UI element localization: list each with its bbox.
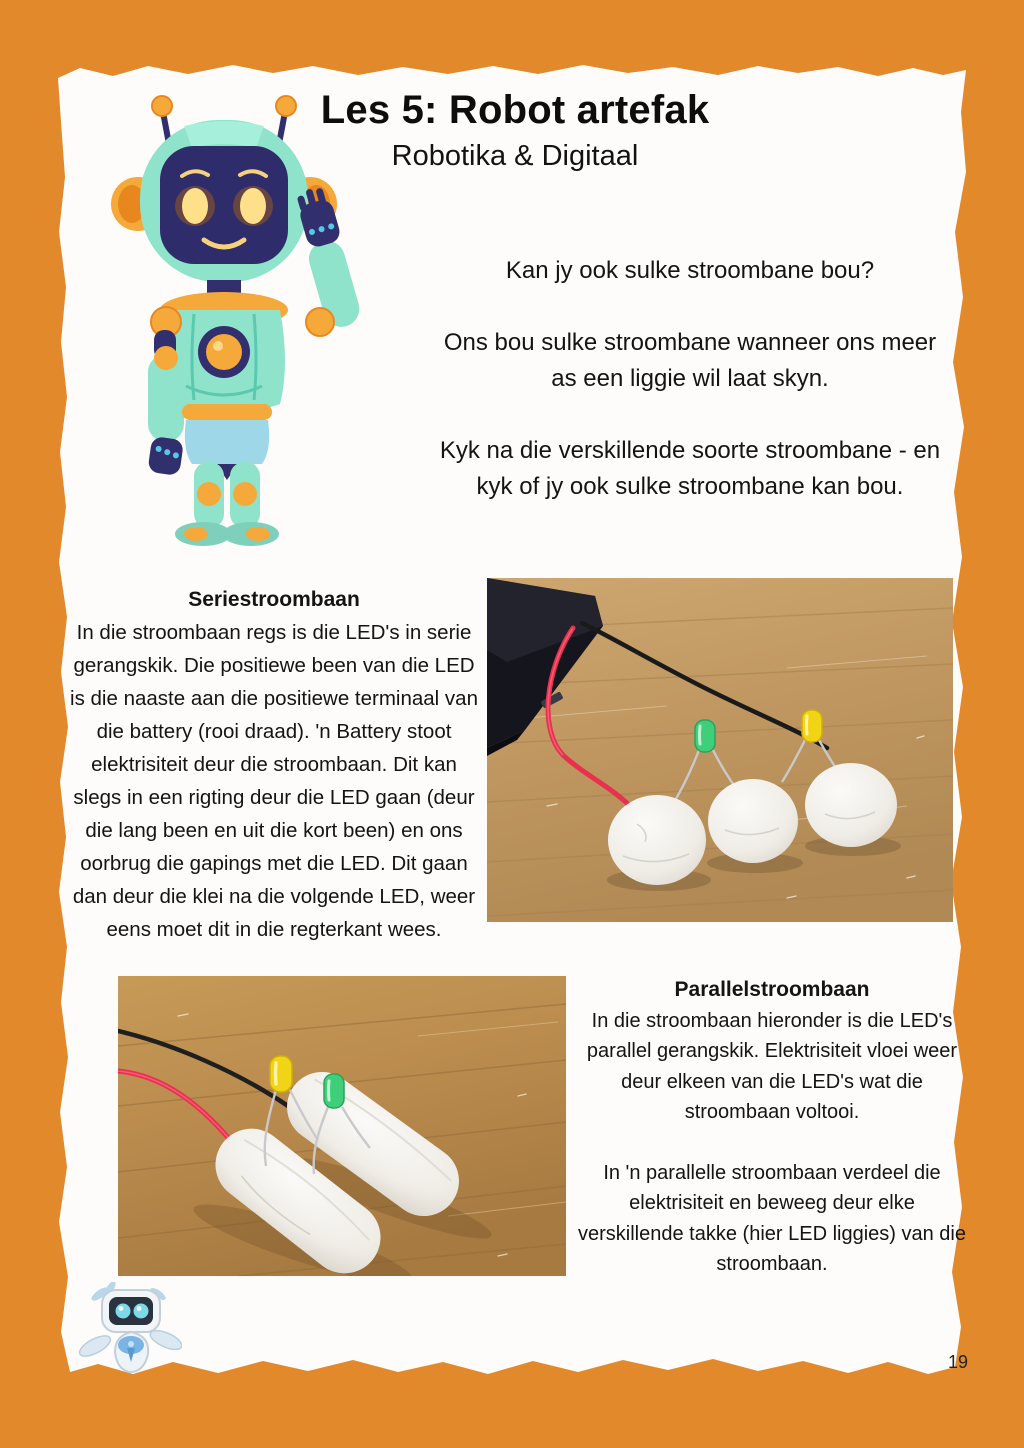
series-circuit-photo — [487, 578, 953, 922]
parallel-heading: Parallelstroombaan — [674, 978, 870, 1001]
page-subtitle: Robotika & Digitaal — [391, 140, 639, 172]
intro-paragraph-1: Ons bou sulke stroombane wanneer ons meer as een liggie wil laat skyn. — [443, 329, 937, 392]
intro-text — [432, 253, 948, 505]
parallel-body-1: In die stroombaan hieronder is die LED's parallel gerangskik. Elektrisiteit vloei weer deur elkeen van die LED's wat die stroombaan voltooi. — [586, 1009, 958, 1123]
parallel-body-2: In 'n parallelle stroombaan verdeel die elektrisiteit en beweeg deur elke verskillende takke (hier LED liggies) van die stroombaan. — [578, 1161, 966, 1275]
series-section — [68, 583, 480, 946]
parallel-section — [574, 975, 970, 1280]
intro-paragraph-2: Kyk na die verskillende soorte stroombane - en kyk of jy ook sulke stroombane kan bou. — [439, 437, 941, 500]
series-heading: Seriestroombaan — [188, 588, 360, 611]
intro-question: Kan jy ook sulke stroombane bou? — [505, 257, 875, 284]
page-number: 19 — [947, 1352, 968, 1372]
series-body: In die stroombaan regs is die LED's in serie gerangskik. Die positiewe been van die LED is die naaste aan die positiewe terminaal van die battery (rooi draad). 'n Battery stoot elektrisiteit deur die stroombaan. Dit kan slegs in een rigting deur die LED gaan (deur die lang been en uit die kort been) en ons oorbrug die gapings met die LED. Dit gaan dan deur die klei na die volgende LED, weer eens moet dit in die regterkant wees. — [70, 621, 478, 941]
page-title: Les 5: Robot artefak — [320, 88, 710, 132]
parallel-circuit-photo — [118, 976, 566, 1276]
mini-robot-icon — [78, 1282, 182, 1374]
header — [295, 88, 735, 173]
